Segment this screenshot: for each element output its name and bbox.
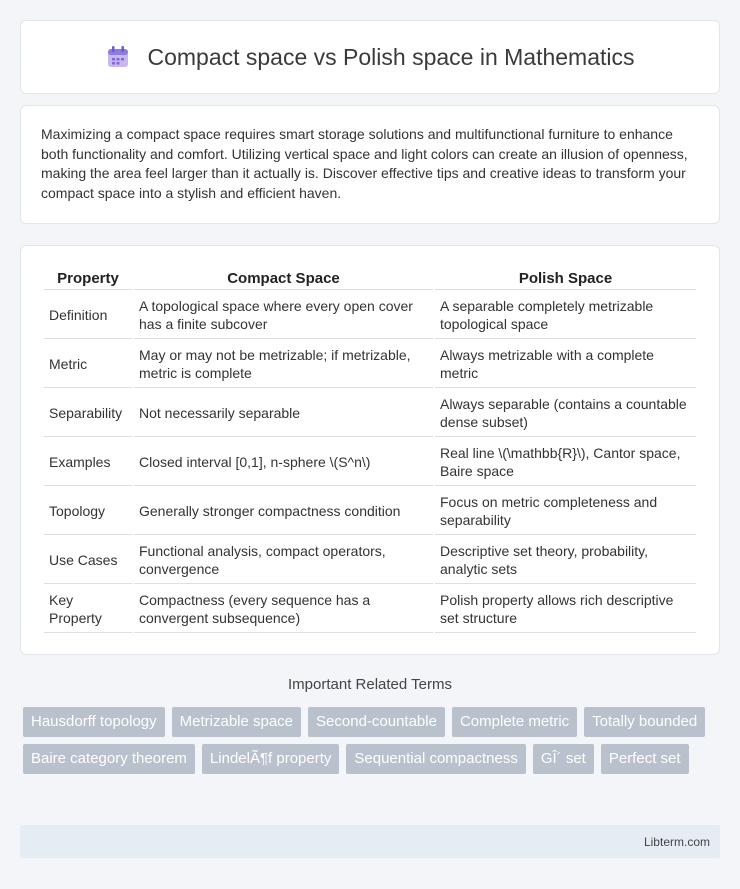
related-term-tag[interactable]: Perfect set — [601, 744, 689, 774]
row-property: Separability — [44, 390, 132, 437]
row-polish-value: Polish property allows rich descriptive set structure — [435, 586, 696, 633]
row-compact-value: May or may not be metrizable; if metrizable, metric is complete — [134, 341, 433, 388]
related-term-tag[interactable]: Hausdorff topology — [23, 707, 165, 737]
header-card — [20, 20, 720, 94]
table-row — [44, 341, 696, 388]
table-header-row — [44, 268, 696, 290]
row-polish-value: A separable completely metrizable topological space — [435, 292, 696, 339]
related-term-tag[interactable]: Sequential compactness — [346, 744, 525, 774]
footer-site-link[interactable]: Libterm.com — [643, 834, 710, 849]
table-row — [44, 439, 696, 486]
intro-text: Maximizing a compact space requires smart storage solutions and multifunctional furniture to enhance both functionality and comfort. Utilizing vertical space and light colors can create an illusion of openness, making the area feel larger than it actually is. Discover effective tips and creative ideas to transform your compact space into a stylish and efficient haven. — [41, 126, 688, 201]
row-compact-value: Closed interval [0,1], n-sphere \(S^n\) — [134, 439, 433, 486]
page-title: Compact space vs Polish space in Mathematics — [147, 43, 635, 70]
row-compact-value: Generally stronger compactness condition — [134, 488, 433, 535]
calendar-icon — [105, 44, 131, 70]
row-property: Examples — [44, 439, 132, 486]
row-polish-value: Always separable (contains a countable dense subset) — [435, 390, 696, 437]
header-property: Property — [44, 268, 132, 290]
table-row — [44, 586, 696, 633]
row-property: Definition — [44, 292, 132, 339]
related-term-tag[interactable]: GÎ´ set — [533, 744, 594, 774]
comparison-card — [20, 245, 720, 655]
row-polish-value: Real line \(\mathbb{R}\), Cantor space, Baire space — [435, 439, 696, 486]
row-property: Use Cases — [44, 537, 132, 584]
header-polish-space: Polish Space — [435, 268, 696, 290]
row-polish-value: Descriptive set theory, probability, analytic sets — [435, 537, 696, 584]
header-compact-space: Compact Space — [134, 268, 433, 290]
related-terms-list — [23, 707, 723, 774]
footer — [20, 825, 720, 858]
table-row — [44, 292, 696, 339]
row-compact-value: Not necessarily separable — [134, 390, 433, 437]
row-compact-value: Compactness (every sequence has a convergent subsequence) — [134, 586, 433, 633]
related-term-tag[interactable]: Metrizable space — [172, 707, 301, 737]
row-compact-value: Functional analysis, compact operators, convergence — [134, 537, 433, 584]
related-terms-title: Important Related Terms — [288, 676, 452, 693]
related-term-tag[interactable]: Complete metric — [452, 707, 577, 737]
row-property: Topology — [44, 488, 132, 535]
row-polish-value: Always metrizable with a complete metric — [435, 341, 696, 388]
related-term-tag[interactable]: LindelÃ¶f property — [202, 744, 339, 774]
related-term-tag[interactable]: Totally bounded — [584, 707, 705, 737]
related-term-tag[interactable]: Baire category theorem — [23, 744, 195, 774]
row-compact-value: A topological space where every open cover has a finite subcover — [134, 292, 433, 339]
row-property: Metric — [44, 341, 132, 388]
row-property: Key Property — [44, 586, 132, 633]
table-row — [44, 390, 696, 437]
intro-card — [20, 105, 720, 224]
row-polish-value: Focus on metric completeness and separability — [435, 488, 696, 535]
table-row — [44, 488, 696, 535]
related-term-tag[interactable]: Second-countable — [308, 707, 445, 737]
table-row — [44, 537, 696, 584]
comparison-table — [42, 266, 698, 635]
